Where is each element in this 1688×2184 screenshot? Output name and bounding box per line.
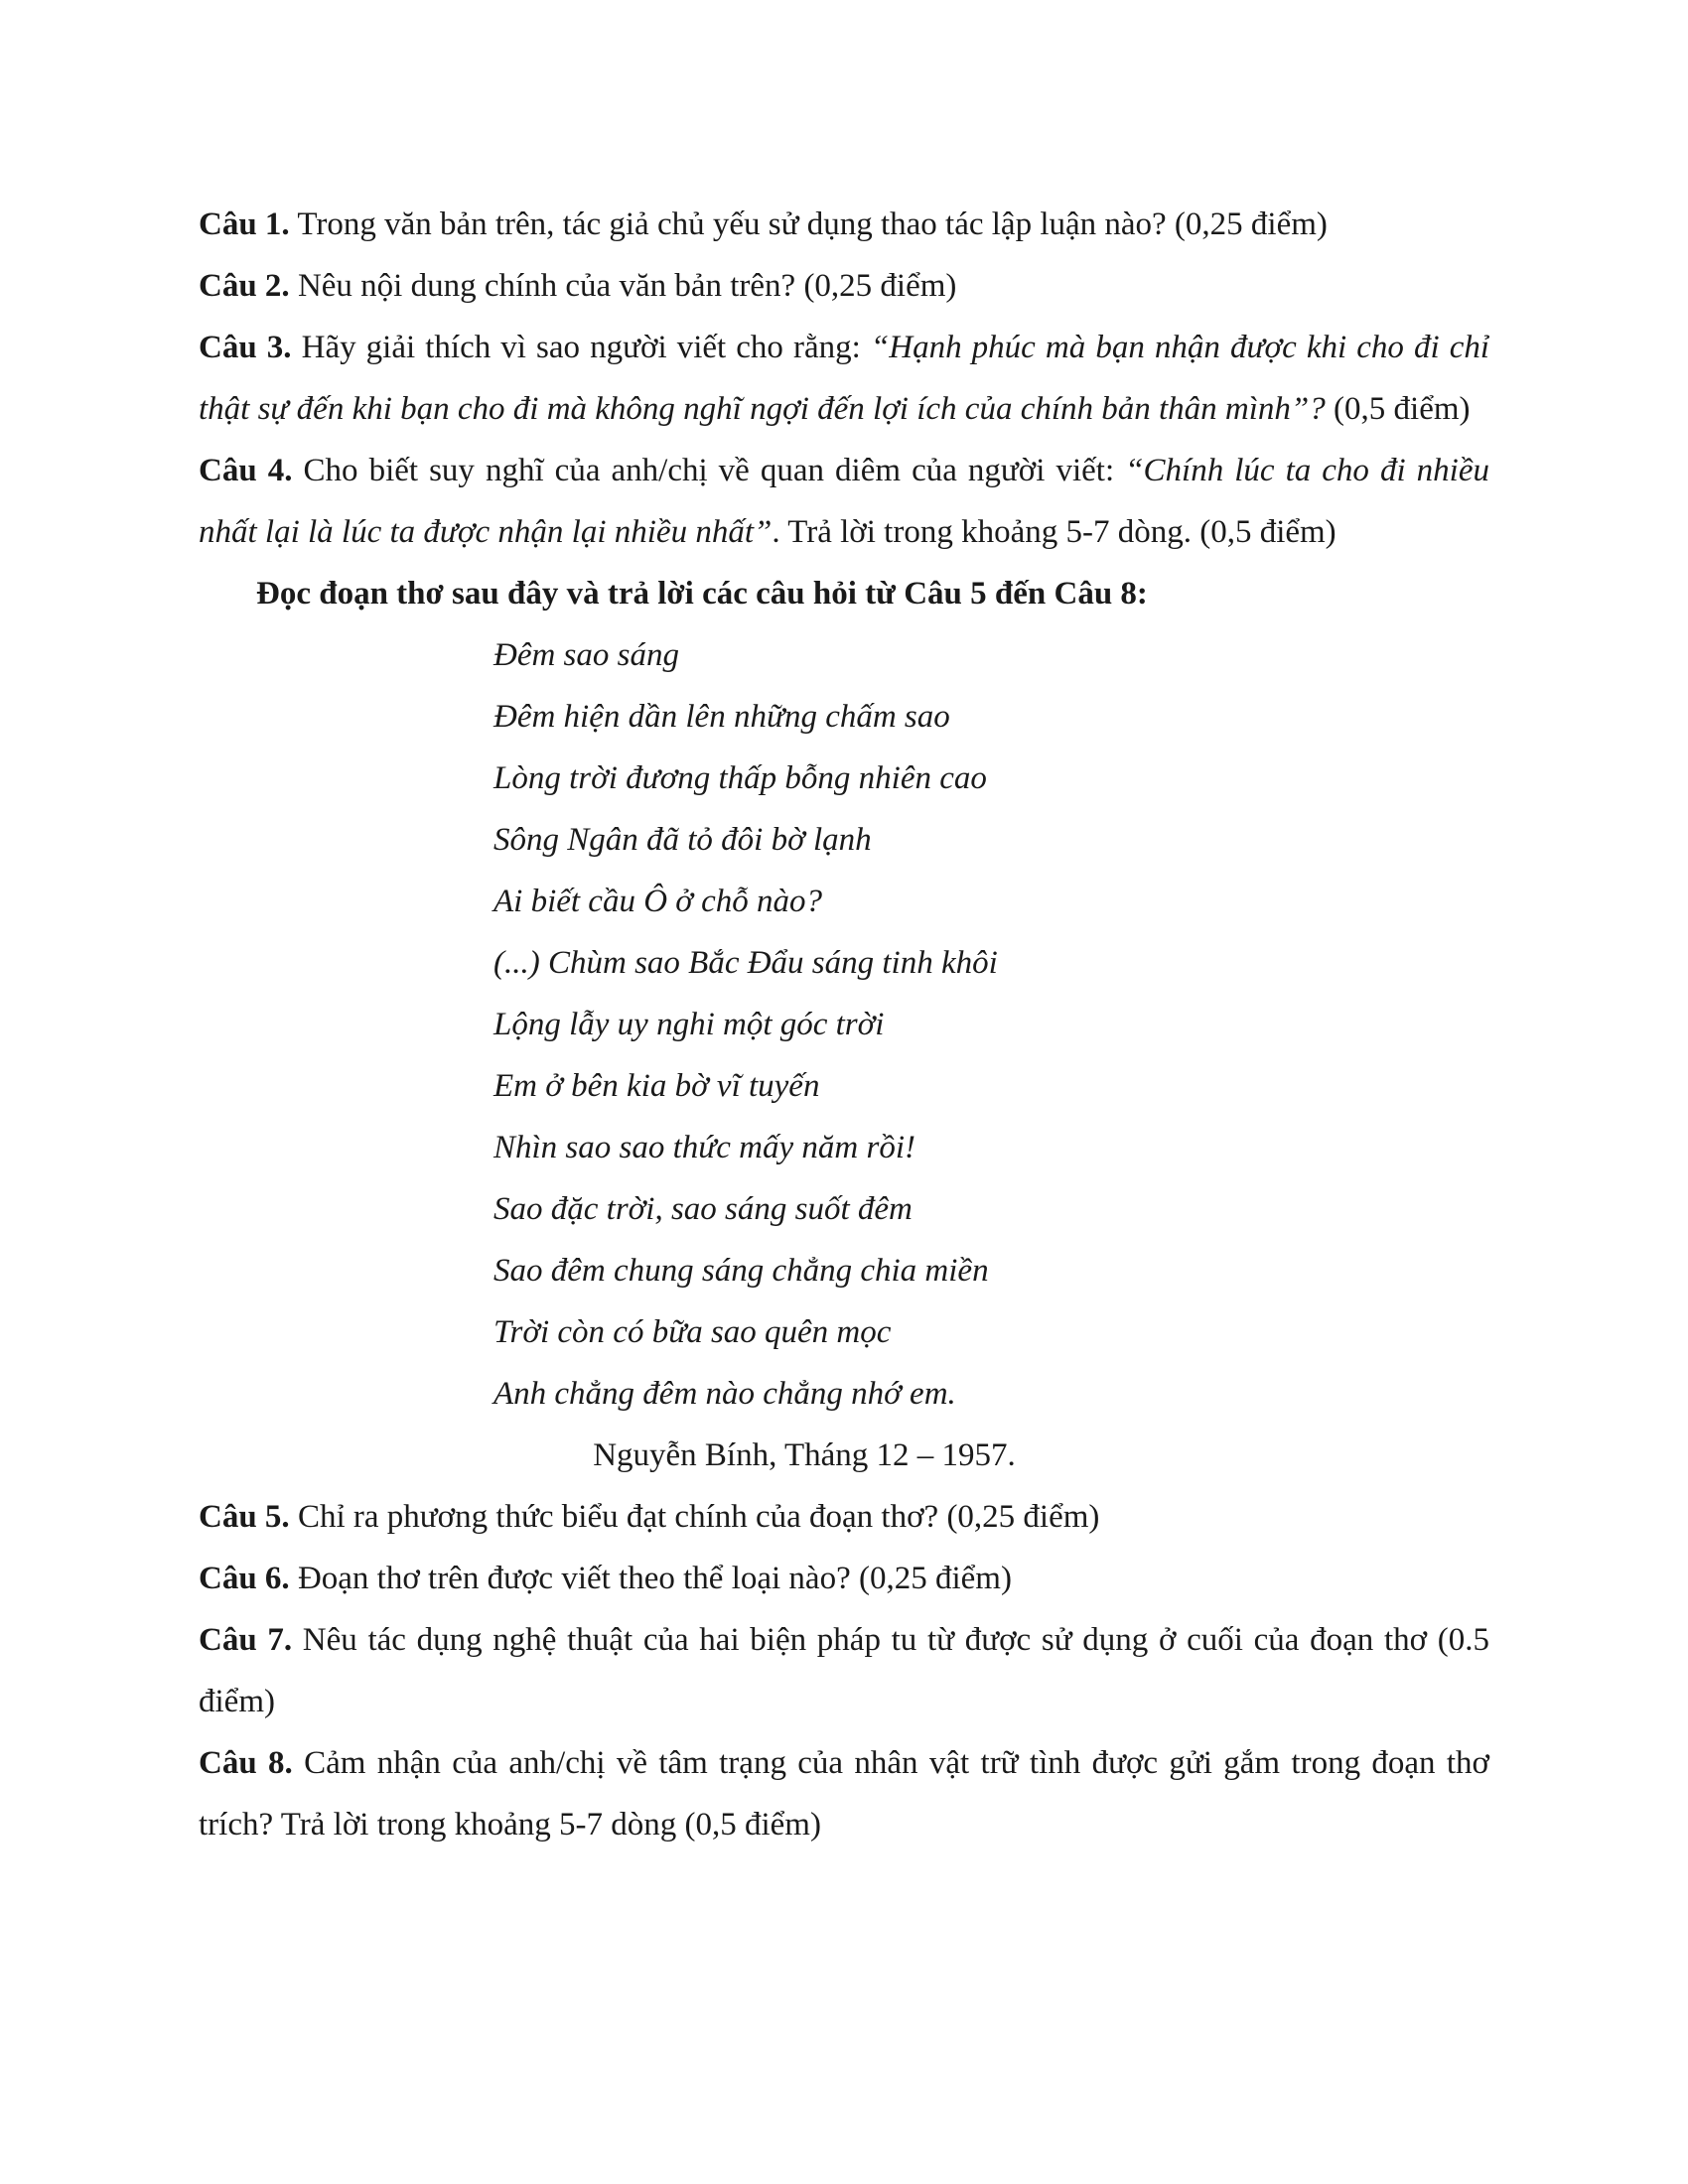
poem-attribution: Nguyễn Bính, Tháng 12 – 1957. bbox=[593, 1437, 1016, 1473]
question-text: Nêu tác dụng nghệ thuật của hai biện pháp tu từ được sử dụng ở cuối của đoạn thơ (0.5 điểm) bbox=[199, 1622, 1489, 1719]
question-text: Cảm nhận của anh/chị về tâm trạng của nhân vật trữ tình được gửi gắm trong đoạn thơ trích? Trả lời trong khoảng 5-7 dòng (0,5 điểm) bbox=[199, 1745, 1490, 1843]
question-6 bbox=[199, 1548, 1489, 1609]
question-text: Hãy giải thích vì sao người viết cho rằng: bbox=[291, 330, 871, 365]
question-score: . Trả lời trong khoảng 5-7 dòng. (0,5 điểm) bbox=[772, 514, 1336, 550]
question-4 bbox=[199, 440, 1489, 563]
question-label: Câu 6. bbox=[199, 1561, 290, 1596]
poem-line: Em ở bên kia bờ vĩ tuyến bbox=[493, 1068, 820, 1104]
question-quote: “Hạnh phúc mà bạn nhận được khi cho đi chỉ thật sự đến khi bạn cho đi mà không nghĩ ngợi đến lợi ích của chính bản thân mình”? bbox=[199, 330, 1490, 427]
poem-line: Trời còn có bữa sao quên mọc bbox=[493, 1314, 892, 1350]
poem-line: Anh chẳng đêm nào chẳng nhớ em. bbox=[493, 1376, 956, 1412]
question-7 bbox=[199, 1609, 1489, 1732]
poem-line: Sao đêm chung sáng chẳng chia miền bbox=[493, 1253, 989, 1289]
question-text: Cho biết suy nghĩ của anh/chị về quan diêm của người viết: bbox=[292, 453, 1126, 488]
poem-line: (...) Chùm sao Bắc Đẩu sáng tinh khôi bbox=[493, 945, 998, 981]
question-score: (0,5 điểm) bbox=[1325, 391, 1471, 427]
question-1 bbox=[199, 194, 1489, 255]
reading-instruction: Đọc đoạn thơ sau đây và trả lời các câu hỏi từ Câu 5 đến Câu 8: bbox=[256, 576, 1148, 612]
poem-line: Lòng trời đương thấp bỗng nhiên cao bbox=[493, 760, 987, 796]
poem-line: Đêm hiện dần lên những chấm sao bbox=[493, 699, 950, 735]
question-label: Câu 3. bbox=[199, 330, 292, 365]
question-text: Nêu nội dung chính của văn bản trên? (0,25 điểm) bbox=[289, 268, 957, 304]
question-quote: “Chính lúc ta cho đi nhiều nhất lại là lúc ta được nhận lại nhiều nhất” bbox=[199, 453, 1489, 550]
poem-line: Đêm sao sáng bbox=[493, 637, 679, 673]
question-label: Câu 4. bbox=[199, 453, 293, 488]
poem-line: Lộng lẫy uy nghi một góc trời bbox=[493, 1007, 885, 1042]
question-text: Đoạn thơ trên được viết theo thể loại nào? (0,25 điểm) bbox=[289, 1561, 1012, 1596]
poem-line: Ai biết cầu Ô ở chỗ nào? bbox=[493, 884, 823, 919]
question-3 bbox=[199, 317, 1489, 440]
question-label: Câu 2. bbox=[199, 268, 290, 304]
poem-line: Nhìn sao sao thức mấy năm rồi! bbox=[493, 1130, 915, 1165]
question-8 bbox=[199, 1732, 1489, 1855]
question-label: Câu 1. bbox=[199, 206, 290, 242]
poem bbox=[199, 624, 1489, 1425]
question-label: Câu 5. bbox=[199, 1499, 290, 1535]
question-2 bbox=[199, 255, 1489, 317]
poem-line: Sao đặc trời, sao sáng suốt đêm bbox=[493, 1191, 913, 1227]
question-label: Câu 7. bbox=[199, 1622, 293, 1658]
question-text: Chỉ ra phương thức biểu đạt chính của đoạn thơ? (0,25 điểm) bbox=[289, 1499, 1100, 1535]
question-text: Trong văn bản trên, tác giả chủ yếu sử dụng thao tác lập luận nào? (0,25 điểm) bbox=[289, 206, 1328, 242]
document-page bbox=[199, 194, 1489, 1855]
question-5 bbox=[199, 1486, 1489, 1548]
poem-line: Sông Ngân đã tỏ đôi bờ lạnh bbox=[493, 822, 872, 858]
question-label: Câu 8. bbox=[199, 1745, 293, 1781]
